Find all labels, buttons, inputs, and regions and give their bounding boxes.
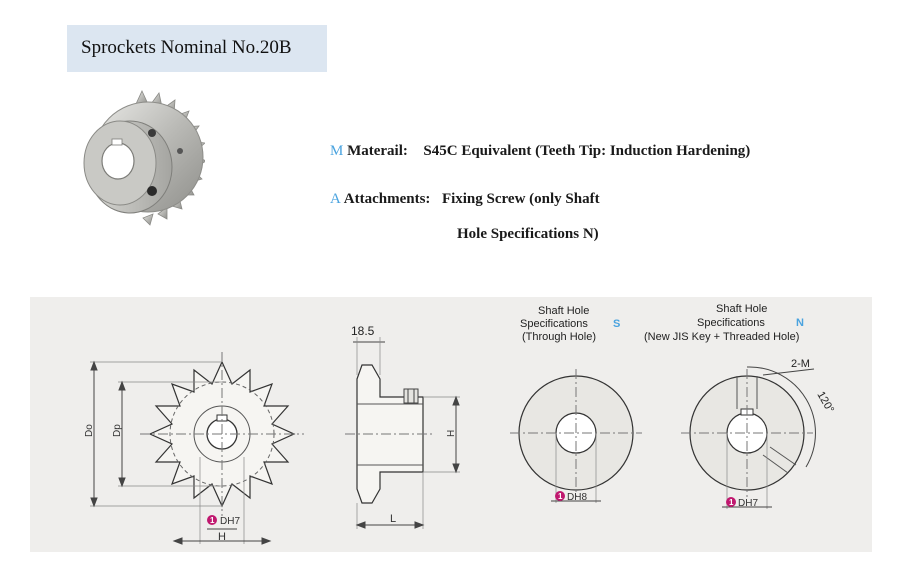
label-side-width: 18.5 [351,324,375,338]
shaft-n-title-3: (New JIS Key + Threaded Hole) [644,331,800,343]
shaft-hole-s-view [510,369,642,503]
material-label: Materail: [347,143,408,159]
title-box [67,25,327,72]
side-view [345,337,460,529]
callout-number: 1 [210,516,215,525]
shaft-s-title-2: Specifications [520,318,588,330]
front-view [90,352,304,544]
callout-number: 1 [729,498,734,507]
material-letter: M [330,143,344,159]
attachment-row-continued [457,226,599,243]
label-l: L [390,513,397,525]
shaft-hole-n-view [681,367,815,509]
shaft-s-title-3: (Through Hole) [522,331,596,343]
page-title: Sprockets Nominal No.20B [81,37,292,58]
technical-drawing [30,297,872,552]
attachment-value-line1: Fixing Screw (only Shaft [441,191,600,207]
label-do: Do [84,424,95,437]
label-dh7-n: DH7 [738,498,759,509]
shaft-n-letter: N [796,317,804,329]
callout-number: 1 [558,492,563,501]
attachment-label: Attachments: [343,191,431,207]
material-row [330,143,750,160]
label-dh8: DH8 [567,492,588,503]
label-h-front: H [218,531,226,543]
label-2m: 2-M [791,358,810,370]
sprocket-photo [70,85,205,233]
material-value: S45C Equivalent (Teeth Tip: Induction Hardening) [423,143,751,159]
shaft-n-title-2: Specifications [697,317,765,329]
label-dp: Dp [112,424,123,437]
attachment-value-line2: Hole Specifications N) [457,226,599,242]
shaft-s-title-1: Shaft Hole [538,305,590,317]
label-120: 120° [814,389,837,416]
label-h-side: H [446,429,457,437]
shaft-n-title-1: Shaft Hole [716,303,768,315]
label-dh7-front: DH7 [220,516,241,527]
attachment-row [330,191,600,208]
attachment-letter: A [330,191,341,207]
shaft-s-letter: S [613,318,621,330]
